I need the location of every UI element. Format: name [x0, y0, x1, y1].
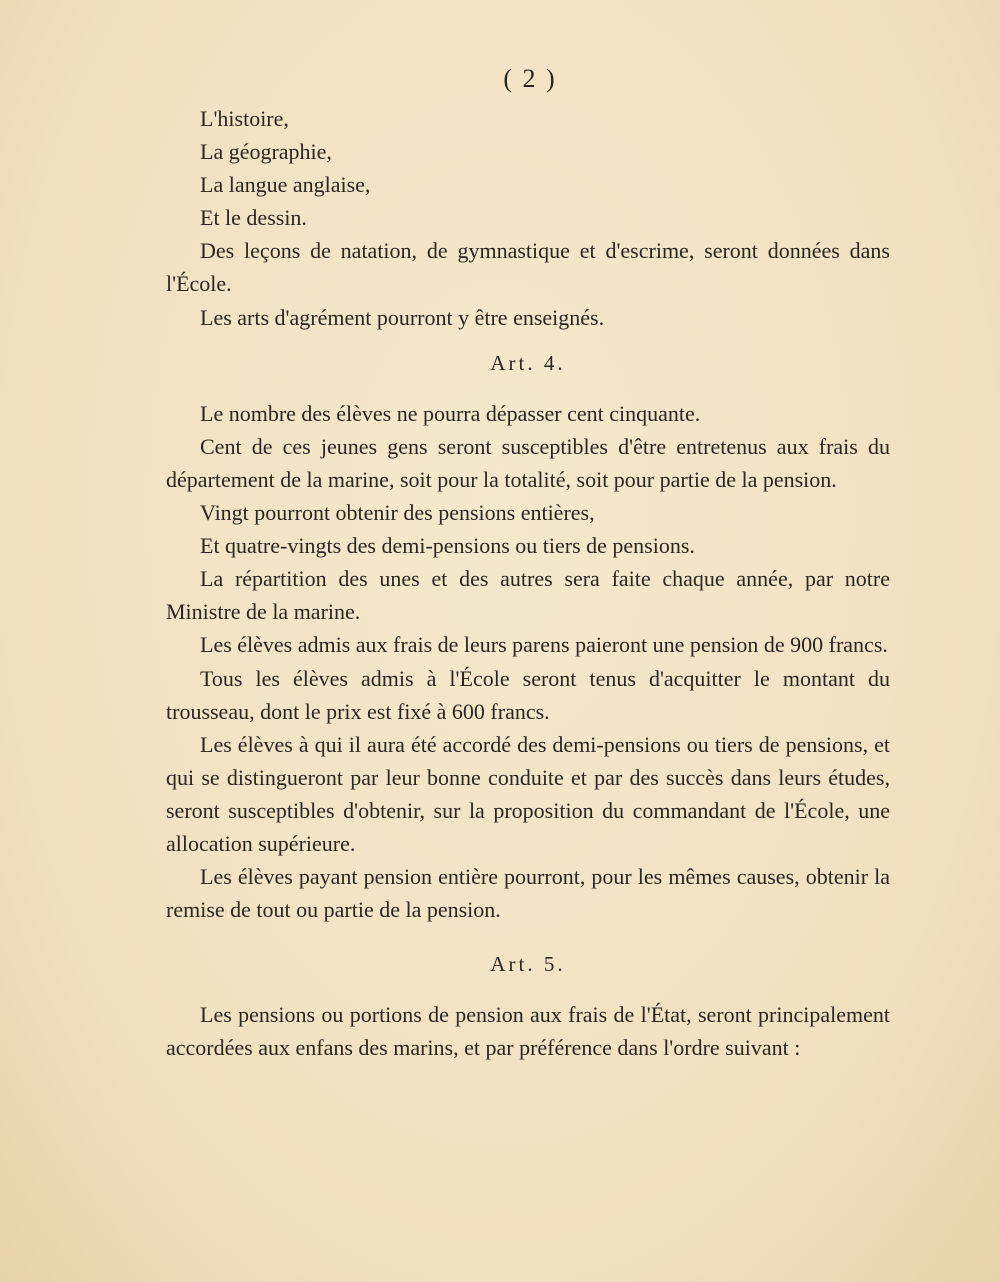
page-number: ( 2 ): [503, 64, 557, 93]
art4-paragraph: Cent de ces jeunes gens seront susceptibles d'être entretenus aux frais du département de la marine, soit pour la totalité, soit pour partie de la pension.: [166, 433, 890, 492]
art4-paragraph: Les élèves à qui il aura été accordé des demi-pensions ou tiers de pensions, et qui se distingueront par leur bonne conduite et par des succès dans leurs études, seront susceptibles d'obtenir, sur la proposition du commandant de l'École, une allocation supérieure.: [166, 731, 890, 856]
paragraph-natation: Des leçons de natation, de gymnastique et d'escrime, seront données dans l'École.: [166, 238, 890, 297]
art4-paragraph: Tous les élèves admis à l'École seront tenus d'acquitter le montant du trousseau, dont le prix est fixé à 600 francs.: [166, 665, 890, 724]
article-4-heading: Art. 4.: [490, 350, 566, 375]
intro-line-2: La géographie,: [200, 139, 332, 165]
intro-line-3: La langue anglaise,: [200, 172, 371, 198]
art4-paragraph: La répartition des unes et des autres sera faite chaque année, par notre Ministre de la marine.: [166, 566, 890, 625]
article-5-heading: Art. 5.: [490, 952, 566, 977]
art5-paragraph: Les pensions ou portions de pension aux frais de l'État, seront principalement accordées aux enfans des marins, et par préférence dans l'ordre suivant :: [166, 1002, 890, 1061]
art4-paragraph: Le nombre des élèves ne pourra dépasser cent cinquante.: [200, 400, 701, 426]
art4-paragraph: Et quatre-vingts des demi-pensions ou tiers de pensions.: [200, 533, 695, 559]
paragraph-arts: Les arts d'agrément pourront y être enseignés.: [200, 304, 605, 330]
intro-line-4: Et le dessin.: [200, 205, 307, 231]
art4-paragraph: Les élèves payant pension entière pourront, pour les mêmes causes, obtenir la remise de tout ou partie de la pension.: [166, 864, 890, 923]
art4-paragraph: Vingt pourront obtenir des pensions entières,: [200, 500, 595, 526]
intro-line-1: L'histoire,: [200, 106, 289, 131]
document-body: [166, 102, 890, 1065]
art4-paragraph: Les élèves admis aux frais de leurs parens paieront une pension de 900 francs.: [200, 632, 888, 658]
